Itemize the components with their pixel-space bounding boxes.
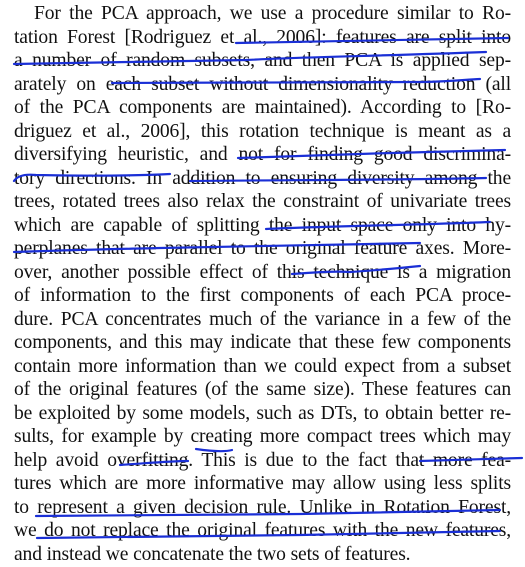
text-line-3: a number of random subsets, and then PCA is applied sep- xyxy=(14,50,511,71)
text-line-23: we do not replace the original features with the new features, xyxy=(14,520,511,541)
text-line-13: of information to the first components of each PCA proce- xyxy=(14,285,511,306)
text-line-20: help avoid overfitting. This is due to the fact that more fea- xyxy=(14,450,511,471)
text-line-12: over, another possible effect of this technique is a migration xyxy=(14,262,511,283)
text-line-5: of the PCA components are maintained). According to [Ro- xyxy=(14,97,511,118)
text-line-14: dure. PCA concentrates much of the variance in a few of the xyxy=(14,309,511,330)
text-line-10: which are capable of splitting the input space only into hy- xyxy=(14,215,511,236)
text-line-21: tures which are more informative may allow using less splits xyxy=(14,473,511,494)
text-line-4: arately on each subset without dimensionality reduction (all xyxy=(14,74,511,95)
text-line-11: perplanes that are parallel to the original feature axes. More- xyxy=(14,238,511,259)
text-line-18: be exploited by some models, such as DTs, to obtain better re- xyxy=(14,403,511,424)
text-line-9: trees, rotated trees also relax the constraint of univariate trees xyxy=(14,191,511,212)
text-line-19: sults, for example by creating more compact trees which may xyxy=(14,426,511,447)
text-line-8: tory directions. In addition to ensuring diversity among the xyxy=(14,168,511,189)
text-line-2: tation Forest [Rodriguez et al., 2006]: features are split into xyxy=(14,27,511,48)
text-line-6: driguez et al., 2006], this rotation technique is meant as a xyxy=(14,121,511,142)
text-line-17: of the original features (of the same size). These features can xyxy=(14,379,511,400)
text-line-24: and instead we concatenate the two sets of features. xyxy=(14,544,411,565)
text-line-16: contain more information than we could expect from a subset xyxy=(14,356,511,377)
text-line-15: components, and this may indicate that these few components xyxy=(14,332,511,353)
text-line-22: to represent a given decision rule. Unlike in Rotation Forest, xyxy=(14,497,511,518)
text-line-7: diversifying heuristic, and not for finding good discrimina- xyxy=(14,144,511,165)
text-line-1: For the PCA approach, we use a procedure similar to Ro- xyxy=(34,3,511,24)
